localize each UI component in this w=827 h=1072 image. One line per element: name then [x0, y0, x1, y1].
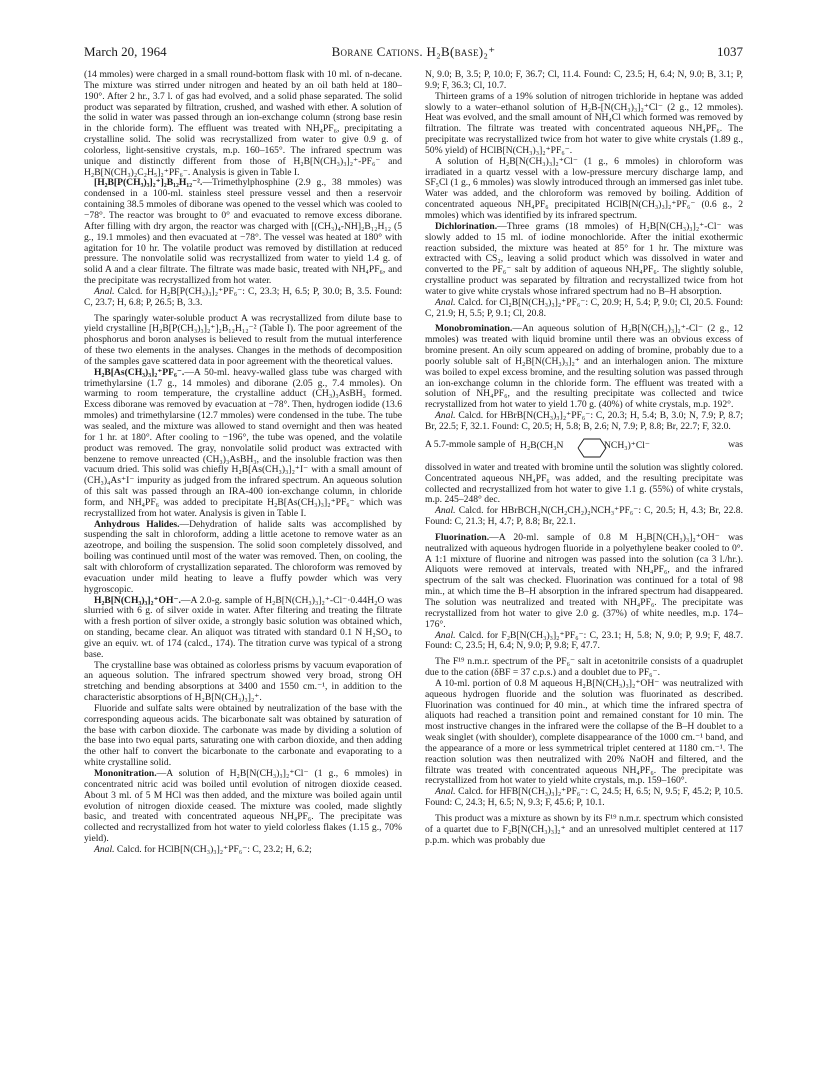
paragraph-text: —Three grams (18 mmoles) of H₂B[N(CH₃)₃]₂⁺-Cl⁻ was slowly added to 15 ml. of iodine monochloride. After the initial exothermic reaction subsided, the mixture was heated at 85° for 1 hr. The mixture was extracted with CS₂, leaving a solid product which was dissolved in water and converted to the PF₆⁻ salt by addition of aqueous NH₄PF₆. The slightly soluble, crystalline product was separated by filtration and recrystallized twice from hot water to give white crystals whose infrared spectrum had no B–H absorption.	[425, 220, 743, 297]
paragraph-text: —Trimethylphosphine (2.9 g., 38 mmoles) was condensed in a 100-ml. stainless steel pressure vessel and then a reservoir containing 38.5 mmoles of diborane was opened to the vessel which was cooled to −78°. The reactor was brought to 0° and evacuated to remove excess diborane. After filling with dry argon, the reactor was charged with [(CH₃)₄-NH]₂B₁₂H₁₂ (5 g., 19.1 mmoles) and then evacuated at −78°. The vessel was heated at 180° with agitation for 10 hr. The volatile product was removed by distillation at reduced pressure. The nonvolatile solid was recrystallized from water to yield 1.4 g. of solid A and a clear filtrate. The filtrate was made basic, treated with NH₄PF₆, and the precipitate was recrystallized from hot water.	[84, 177, 402, 287]
paragraph	[84, 596, 402, 661]
right-column	[425, 70, 743, 1060]
formula-lead-text: A 5.7-mmole sample of	[425, 438, 516, 450]
paragraph-text: Calcd. for H₂B[P(CH₃)₃]₂⁺PF₆⁻: C, 23.3; H, 6.5; P, 30.0; B, 3.5. Found: C, 23.7; H, 6.8; P, 26.5; B, 3.3.	[84, 285, 402, 308]
paragraph	[84, 314, 402, 368]
analysis-label: Anal.	[435, 629, 456, 641]
analysis-label: Anal.	[435, 410, 456, 422]
paragraph	[84, 368, 402, 520]
paragraph	[84, 769, 402, 845]
paragraph-text: This product was a mixture as shown by its F¹⁹ n.m.r. spectrum which consisted of a quartet due to F₂B[N(CH₃)₃]₂⁺ and an unresolved multiplet centered at 117 p.p.m. which was probably due	[425, 813, 743, 846]
paragraph	[425, 463, 743, 506]
run-in-heading: H₂B[As(CH₃)₃]₂⁺PF₆⁻.	[94, 366, 185, 378]
paragraph-text: The sparingly water-soluble product A was recrystallized from dilute base to yield crystalline [H₂B[P(CH₃)₃]₂⁺]₂B₁₂H₁₂⁻² (Table I). The poor agreement of the phosphorus and boron analyses is believed to result from the mutual interference of these two elements in the analyses. Changes in the methods of decomposition of the samples gave scattered data in poor agreement with the theoretical values.	[84, 312, 402, 367]
analysis-label: Anal.	[435, 505, 456, 517]
issue-date: March 20, 1964	[84, 44, 167, 59]
analysis-label: Anal.	[435, 786, 456, 798]
paragraph-text: Calcd. for HBrBCH₃N(CH₂CH₂)₂NCH₃⁺PF₆⁻: C, 20.5; H, 4.3; Br, 22.8. Found: C, 21.3; H, 4.7; P, 8.8; Br, 22.1.	[425, 505, 743, 528]
analysis-label: Anal.	[94, 843, 115, 855]
page-number: 1037	[717, 44, 743, 59]
paragraph	[84, 704, 402, 769]
formula-prefix: H₂B(CH₃N	[520, 439, 564, 451]
run-in-heading: Mononitration.	[94, 768, 157, 779]
paragraph-text: —A 2.0-g. sample of H₂B[N(CH₃)₃]₂⁺-Cl⁻·0.44H₂O was slurried with 6 g. of silver oxide in water. After filtering and treating the filtrate with a fresh portion of silver oxide, a strongly basic solution was obtained which, on standing, became clear. An aliquot was titrated with standard 0.1 N H₂SO₄ to give an equiv. wt. of 174 (calcd., 174). The titration curve was typical of a strong base.	[84, 594, 402, 660]
paragraph-text: —A solution of H₂B[N(CH₃)₃]₂⁺Cl⁻ (1 g., 6 mmoles) in concentrated nitric acid was boiled until evolution of nitrogen dioxide ceased. About 3 ml. of 5 M HCl was then added, and the mixture was boiled again until evolution of nitrogen dioxide ceased. The mixture was cooled, made slightly basic, and treated with concentrated aqueous NH₄PF₆. The precipitate was collected and recrystallized from hot water to yield colorless flakes (1.15 g., 70% yield).	[84, 768, 402, 845]
paragraph-text: Calcd. for Cl₂B[N(CH₃)₃]₂⁺PF₆⁻: C, 20.9; H, 5.4; P, 9.0; Cl, 20.5. Found: C, 21.9; H, 5.5; P, 9.1; Cl, 20.8.	[425, 296, 743, 319]
paragraph-text: N, 9.0; B, 3.5; P, 10.0; F, 36.7; Cl, 11.4. Found: C, 23.5; H, 6.4; N, 9.0; B, 3.1; P, 9.9; F, 36.3; Cl, 10.7.	[425, 70, 743, 91]
ring-formula-line	[425, 436, 743, 460]
paragraph-text: Calcd. for HBrB[N(CH₃)₃]₂⁺PF₆⁻: C, 20.3; H, 5.4; B, 3.0; N, 7.9; P, 8.7; Br, 22.5; F, 32.1. Found: C, 20.5; H, 5.8; B, 2.6; N, 7.9; P, 8.8; Br, 22.7; F, 32.0.	[425, 410, 743, 432]
paragraph	[84, 178, 402, 286]
formula-suffix: NCH₃)⁺Cl⁻	[604, 439, 650, 451]
paragraph	[425, 298, 743, 320]
piperazine-formula	[520, 436, 690, 460]
paragraph-text: A solution of H₂B[N(CH₃)₃]₂⁺Cl⁻ (1 g., 6 mmoles) in chloroform was irradiated in a quartz vessel with a low-pressure mercury discharge lamp, and SF₅Cl (1 g., 6 mmoles) was slowly introduced through an immersed gas inlet tube. Water was added, and the chloroform was removed by boiling. Addition of concentrated aqueous NH₄PF₆ precipitated HClB[N(CH₃)₃]₂⁺PF₆⁻ (0.6 g., 2 mmoles) which was identified by its infrared spectrum.	[425, 155, 743, 221]
paragraph-text: —Dehydration of halide salts was accomplished by suspending the salt in chloroform, adding a little acetone to remove water as an azeotrope, and boiling the suspension. The solid soon completely dissolved, and boiling was continued until most of the water was removed. Then, on cooling, the salt with chloroform of crystallization separated. The chloroform was removed by evacuation under mild heating to leave a fluffy powder which was very hygroscopic.	[84, 518, 402, 595]
left-column	[84, 70, 402, 1060]
paragraph	[84, 845, 402, 856]
paragraph-text: —An aqueous solution of H₂B[N(CH₃)₃]₂⁺-Cl⁻ (2 g., 12 mmoles) was treated with liquid bromine until there was an obvious excess of bromine present. An oily scum appeared on adding of bromine, probably due to a poorly soluble salt of H₂B[N(CH₃)₃]₂⁺ and an interhalogen anion. The mixture was boiled to expel excess bromine, and the resulting solution was passed through an ion-exchange column in the chloride form. The effluent was treated with a solution of NH₄PF₆, and the resulting precipitate was collected and twice recrystallized from hot water to yield 1.70 g. (40%) of white crystals, m.p. 192°.	[425, 323, 743, 411]
paragraph	[425, 70, 743, 92]
analysis-label: Anal.	[435, 296, 456, 308]
run-in-heading: Monobromination.	[435, 323, 513, 335]
paragraph-text: (14 mmoles) were charged in a small round-bottom flask with 10 ml. of n-decane. The mixture was stirred under nitrogen and heated by an oil bath held at 180–190°. After 2 hr., 3.7 l. of gas had evolved, and a solid phase separated. The solid product was separated by filtration, crushed, and washed with ether. A solution of the solid in water was passed through an ion-exchange column (strong base resin in the chloride form). The effluent was treated with NH₄PF₆, precipitating a crystalline solid. The solid was recrystallized from water to give 0.9 g. of colorless, light-sensitive crystals, m.p. 160–165°. The infrared spectrum was unique and distinctly different from those of H₂B[N(CH₃)₃]₂⁺-PF₆⁻ and H₂B[N(CH₃)₂C₂H₅]₂⁺PF₆⁻. Analysis is given in Table I.	[84, 70, 402, 178]
paragraph	[425, 411, 743, 433]
paragraph	[84, 661, 402, 704]
running-head	[84, 44, 743, 62]
analysis-label: Anal.	[94, 285, 115, 297]
paragraph-text: The crystalline base was obtained as colorless prisms by vacuum evaporation of an aqueous solution. The infrared spectrum showed very broad, strong OH stretching and bending absorptions at 3400 and 1550 cm.⁻¹, in addition to the characteristic absorptions of H₂B[N(CH₃)₃]₂⁺.	[84, 659, 402, 704]
run-in-heading: Fluorination.	[435, 531, 490, 543]
paragraph-text: Calcd. for F₂B[N(CH₃)₃]₂⁺PF₆⁻: C, 23.1; H, 5.8; N, 9.0; P, 9.9; F, 48.7. Found: C, 23.5; H, 6.4; N, 9.0; P, 9.8; F, 47.7.	[425, 629, 743, 652]
paragraph-text: Thirteen grams of a 19% solution of nitrogen trichloride in heptane was added slowly to a water–ethanol solution of H₂B-[N(CH₃)₃]₂⁺Cl⁻ (2 g., 12 mmoles). Heat was evolved, and the small amount of NH₄Cl which formed was removed by filtration. The filtrate was treated with concentrated aqueous NH₄PF₆. The precipitate was recrystallized twice from hot water to give white crystals (1.89 g., 50% yield) of HClB[N(CH₃)₃]₂⁺PF₆⁻.	[425, 90, 743, 156]
paragraph	[84, 520, 402, 596]
run-in-heading: Anhydrous Halides.	[94, 518, 180, 530]
run-in-heading: Dichlorination.	[435, 220, 498, 232]
paragraph-text: The F¹⁹ n.m.r. spectrum of the PF₆⁻ salt in acetonitrile consists of a quadruplet due to the cation (δBF = 37 c.p.s.) and a doublet due to PF₆⁻.	[425, 656, 743, 679]
paragraph	[425, 222, 743, 298]
paragraph	[425, 679, 743, 787]
paragraph-text: Calcd. for HFB[N(CH₃)₃]₂⁺PF₆⁻: C, 24.5; H, 6.5; N, 9.5; F, 45.2; P, 10.5. Found: C, 24.3; H, 6.5; N, 9.3; F, 45.6; P, 10.1.	[425, 786, 743, 809]
run-in-heading: H₂B[N(CH₃)₃]₂⁺OH⁻.	[94, 594, 181, 606]
running-title: Borane Cations. H₂B(base)₂⁺	[331, 44, 496, 59]
paragraph	[425, 814, 743, 847]
paragraph-text: Calcd. for HClB[N(CH₃)₃]₂⁺PF₆⁻: C, 23.2; H, 6.2;	[114, 843, 312, 855]
paragraph-text: dissolved in water and treated with bromine until the solution was slightly colored. Concentrated aqueous NH₄PF₆ was added, and the resulting precipitate was collected and recrystallized from hot water to give 1.1 g. (55%) of white crystals, m.p. 245–248° dec.	[425, 461, 743, 506]
paragraph	[425, 657, 743, 679]
formula-trail-text: was	[728, 438, 743, 450]
paragraph	[425, 506, 743, 528]
paragraph	[425, 787, 743, 809]
paragraph	[425, 324, 743, 411]
run-in-heading: [H₂B[P(CH₃)₃]₂⁺]₂B₁₂H₁₂⁻².	[94, 177, 203, 189]
paragraph	[84, 70, 402, 178]
paragraph	[425, 92, 743, 157]
paragraph	[425, 533, 743, 631]
paragraph-text: —A 50-ml. heavy-walled glass tube was charged with trimethylarsine (1.7 g., 14 mmoles) and diborane (2.05 g., 7.4 mmoles). On warming to room temperature, the crystalline adduct (CH₃)₃AsBH₃ formed. Excess diborane was removed by evacuation at −78°. Then, hydrogen iodide (13.6 mmoles) and trimethylarsine (12.7 mmoles) were condensed in the tube. The tube was sealed, and the mixture was allowed to stand overnight and then was heated for 1 hr. at 180°. After cooling to −196°, the tube was opened, and the volatile product was removed. The gray, nonvolatile solid product was extracted with benzene to remove unreacted (CH₃)₃AsBH₃, and the insoluble fraction was then vacuum dried. This solid was chiefly H₂B[As(CH₃)₃]₂⁺I⁻ with a small amount of (CH₃)₄As⁺I⁻ impurity as judged from the infrared spectrum. An aqueous solution of this salt was passed through an IRA-400 ion-exchange column, in chloride form, and NH₄PF₆ was added to precipitate H₂B[As(CH₃)₃]₂⁺PF₆⁻ which was recrystallized from hot water. Analysis is given in Table I.	[84, 366, 402, 519]
paragraph	[425, 631, 743, 653]
paragraph-text: —A 20-ml. sample of 0.8 M H₂B[N(CH₃)₃]₂⁺OH⁻ was neutralized with aqueous hydrogen fluoride in a polyethylene beaker cooled to 0°. A 1:1 mixture of fluorine and nitrogen was passed into the solution (ca 3 l./hr.). Aliquots were removed at intervals, treated with NH₄PF₆, and the infrared spectrum of the salt was checked. Fluorination was continued for a total of 98 min., at which time the B–H absorption in the infrared spectrum had disappeared. The solution was neutralized and treated with NH₄PF₆. The precipitate was recrystallized from hot water to give 2.0 g. (37%) of white needles, m.p. 174–176°.	[425, 531, 743, 630]
paragraph-text: Fluoride and sulfate salts were obtained by neutralization of the base with the corresponding aqueous acids. The bicarbonate salt was obtained by saturation of the base with carbon dioxide. The carbonate was made by dividing a solution of the base into two equal parts, saturating one with carbon dioxide, and then adding the other half to convert the bicarbonate to the carbonate and evaporating to a white crystalline solid.	[84, 702, 402, 769]
paragraph-text: A 10-ml. portion of 0.8 M aqueous H₂B[N(CH₃)₃]₂⁺OH⁻ was neutralized with aqueous hydrogen fluoride and the solution was fluorinated as described. Fluorination was continued for 40 min., at which time the infrared spectra of aliquots had reached a transition point and remained constant for 10 min. The most instructive changes in the infrared were the collapse of the B–H doublet to a weak singlet (with shoulder), complete disappearance of the 1000 cm.⁻¹ band, and the appearance of a more or less symmetrical triplet centered at 1180 cm.⁻¹. The reaction solution was then neutralized with 20% NaOH and filtered, and the filtrate was treated with concentrated aqueous NH₄PF₆. The precipitate was recrystallized from hot water to yield white crystals, m.p. 159–160°.	[425, 677, 743, 787]
paragraph	[84, 287, 402, 309]
paragraph	[425, 157, 743, 222]
